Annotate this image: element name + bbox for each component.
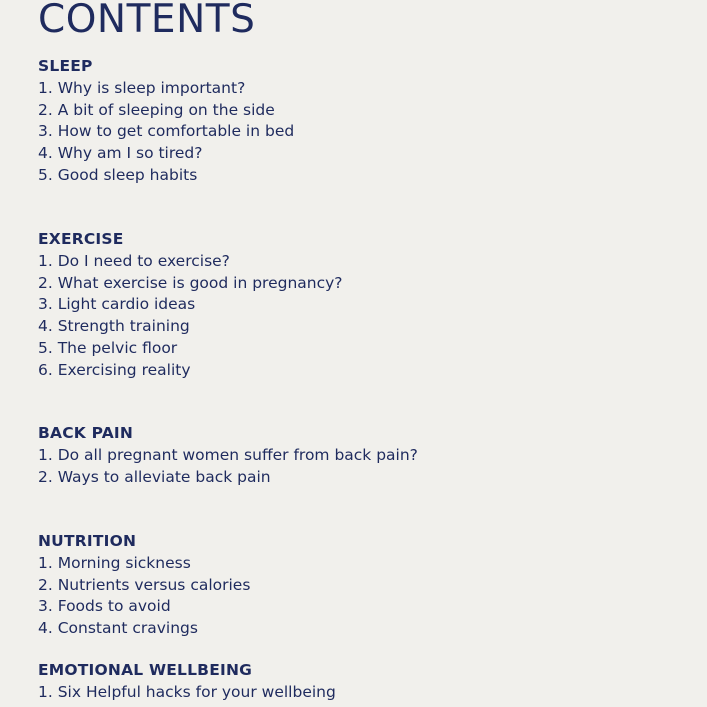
list-item: 1. Why is sleep important? bbox=[38, 78, 246, 97]
list-item: 6. Exercising reality bbox=[38, 360, 191, 379]
section-heading: EMOTIONAL WELLBEING bbox=[38, 661, 253, 679]
list-item: 1. Do all pregnant women suffer from back pain? bbox=[38, 445, 418, 464]
list-item: 2. Ways to alleviate back pain bbox=[38, 467, 271, 486]
section-emotional-wellbeing bbox=[38, 660, 336, 704]
item-list bbox=[38, 251, 343, 382]
section-heading: NUTRITION bbox=[38, 532, 137, 550]
list-item: 1. Six Helpful hacks for your wellbeing bbox=[38, 682, 336, 701]
list-item: 4. Why am I so tired? bbox=[38, 144, 203, 163]
list-item: 1. Do I need to exercise? bbox=[38, 251, 230, 270]
item-list bbox=[38, 445, 418, 489]
list-item: 5. The pelvic floor bbox=[38, 338, 178, 357]
list-item: 3. Foods to avoid bbox=[38, 597, 171, 616]
page-title: CONTENTS bbox=[38, 0, 256, 42]
list-item: 5. Good sleep habits bbox=[38, 165, 198, 184]
section-heading: SLEEP bbox=[38, 57, 93, 75]
section-nutrition bbox=[38, 531, 250, 640]
section-sleep bbox=[38, 56, 294, 187]
item-list bbox=[38, 553, 250, 640]
section-heading: BACK PAIN bbox=[38, 424, 134, 442]
list-item: 4. Strength training bbox=[38, 317, 190, 336]
section-exercise bbox=[38, 229, 343, 382]
list-item: 2. Nutrients versus calories bbox=[38, 575, 251, 594]
list-item: 3. How to get comfortable in bed bbox=[38, 122, 295, 141]
list-item: 2. What exercise is good in pregnancy? bbox=[38, 273, 343, 292]
item-list bbox=[38, 682, 336, 704]
section-back-pain bbox=[38, 423, 418, 488]
list-item: 2. A bit of sleeping on the side bbox=[38, 100, 275, 119]
section-heading: EXERCISE bbox=[38, 230, 124, 248]
list-item: 4. Constant cravings bbox=[38, 619, 198, 638]
list-item: 1. Morning sickness bbox=[38, 553, 191, 572]
item-list bbox=[38, 78, 294, 187]
list-item: 3. Light cardio ideas bbox=[38, 295, 196, 314]
